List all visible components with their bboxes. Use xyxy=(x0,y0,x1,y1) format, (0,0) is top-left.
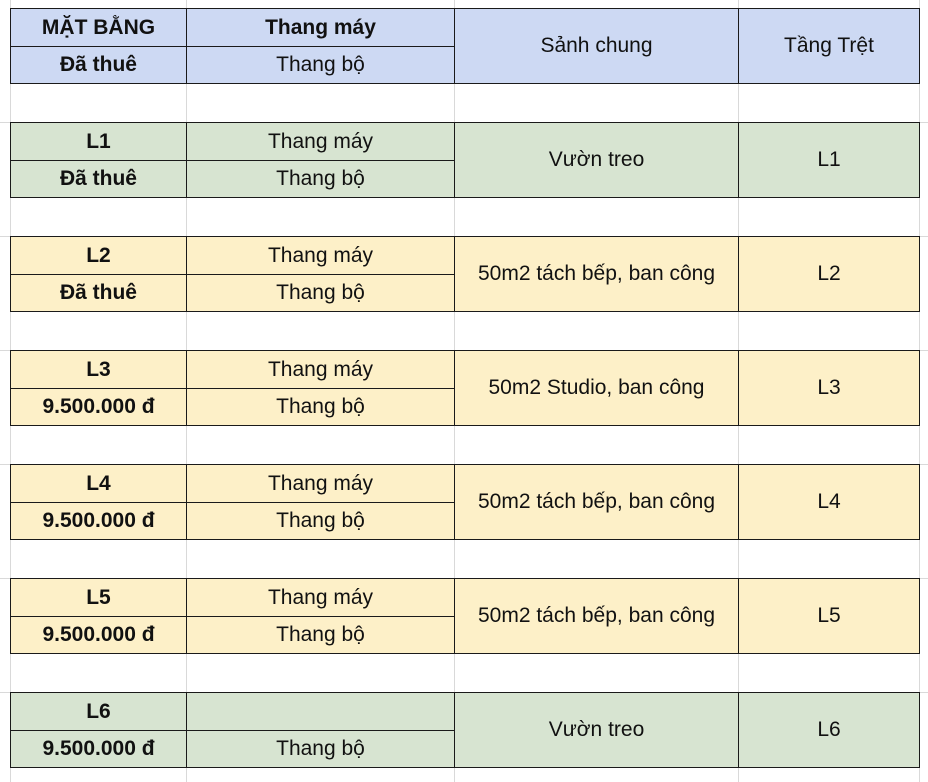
row-block-l4 xyxy=(10,464,920,540)
cell-floor-label[interactable]: L6 xyxy=(10,692,187,731)
cell-stairs[interactable]: Thang bộ xyxy=(186,388,455,426)
row-block-header xyxy=(10,8,920,84)
cell-floor-label[interactable]: L5 xyxy=(10,578,187,617)
row-block-l5 xyxy=(10,578,920,654)
cell-status[interactable]: Đã thuê xyxy=(10,160,187,198)
cell-floor-name[interactable]: L5 xyxy=(738,578,920,654)
cell-elevator[interactable]: Thang máy xyxy=(186,122,455,161)
cell-floor-name[interactable]: L3 xyxy=(738,350,920,426)
cell-elevator[interactable] xyxy=(186,692,455,731)
cell-floor-label[interactable]: MẶT BẰNG xyxy=(10,8,187,47)
cell-floor-label[interactable]: L1 xyxy=(10,122,187,161)
cell-stairs[interactable]: Thang bộ xyxy=(186,616,455,654)
cell-floor-name[interactable]: L1 xyxy=(738,122,920,198)
cell-floor-label[interactable]: L4 xyxy=(10,464,187,503)
cell-status[interactable]: Đã thuê xyxy=(10,46,187,84)
cell-floor-name[interactable]: Tầng Trệt xyxy=(738,8,920,84)
cell-elevator[interactable]: Thang máy xyxy=(186,464,455,503)
row-block-l6 xyxy=(10,692,920,768)
cell-price[interactable]: 9.500.000 đ xyxy=(10,730,187,768)
cell-description[interactable]: 50m2 tách bếp, ban công xyxy=(454,236,739,312)
cell-price[interactable]: 9.500.000 đ xyxy=(10,502,187,540)
cell-stairs[interactable]: Thang bộ xyxy=(186,46,455,84)
cell-floor-name[interactable]: L4 xyxy=(738,464,920,540)
cell-floor-name[interactable]: L6 xyxy=(738,692,920,768)
cell-stairs[interactable]: Thang bộ xyxy=(186,730,455,768)
cell-description[interactable]: 50m2 tách bếp, ban công xyxy=(454,464,739,540)
cell-elevator[interactable]: Thang máy xyxy=(186,578,455,617)
cell-price[interactable]: 9.500.000 đ xyxy=(10,388,187,426)
row-block-l3 xyxy=(10,350,920,426)
cell-description[interactable]: Vườn treo xyxy=(454,692,739,768)
cell-floor-label[interactable]: L2 xyxy=(10,236,187,275)
cell-stairs[interactable]: Thang bộ xyxy=(186,160,455,198)
cell-status[interactable]: Đã thuê xyxy=(10,274,187,312)
row-block-l2 xyxy=(10,236,920,312)
cell-stairs[interactable]: Thang bộ xyxy=(186,502,455,540)
cell-elevator[interactable]: Thang máy xyxy=(186,350,455,389)
cell-price[interactable]: 9.500.000 đ xyxy=(10,616,187,654)
cell-stairs[interactable]: Thang bộ xyxy=(186,274,455,312)
cell-description[interactable]: Vườn treo xyxy=(454,122,739,198)
cell-description[interactable]: 50m2 tách bếp, ban công xyxy=(454,578,739,654)
cell-description[interactable]: 50m2 Studio, ban công xyxy=(454,350,739,426)
cell-floor-name[interactable]: L2 xyxy=(738,236,920,312)
cell-description[interactable]: Sảnh chung xyxy=(454,8,739,84)
cell-elevator[interactable]: Thang máy xyxy=(186,8,455,47)
cell-elevator[interactable]: Thang máy xyxy=(186,236,455,275)
cell-floor-label[interactable]: L3 xyxy=(10,350,187,389)
row-block-l1 xyxy=(10,122,920,198)
